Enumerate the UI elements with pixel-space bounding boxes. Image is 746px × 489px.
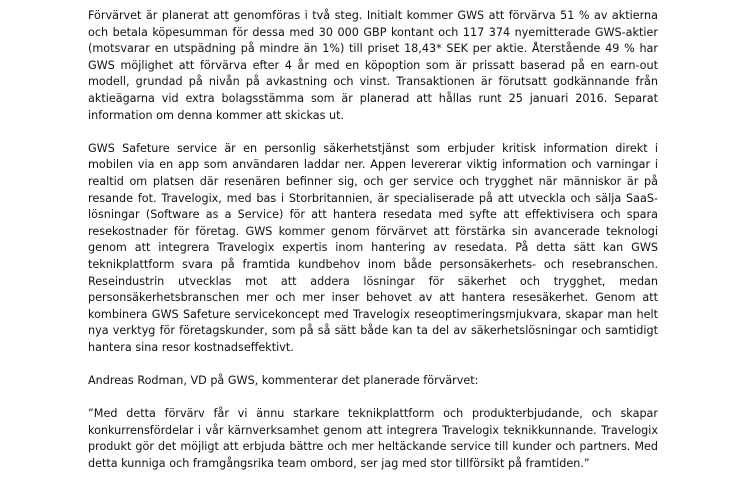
document-page <box>88 8 658 489</box>
paragraph-ceo-quote: ”Med detta förvärv får vi ännu starkare teknikplattform och produkterbjudande, och skapar konkurrensfördelar i vår kärnverksamhet genom att integrera Travelogix teknikkunnande. Travelogix produkt gör det möjligt att erbjuda bättre och mer heltäckande service till kunder och partners. Med detta kunniga och framgångsrika team ombord, ser jag med stor tillförsikt på framtiden.” <box>88 407 658 471</box>
paragraph-service-description: GWS Safeture service är en personlig säkerhetstjänst som erbjuder kritisk information direkt i mobilen via en app som användaren laddar ner. Appen levererar viktig information och varningar i realtid om platsen där resenären befinner sig, och ger service och trygghet när människor är på resande fot. Travelogix, med bas i Storbritannien, är specialiserade på att utveckla och sälja SaaS-lösningar (Software as a Service) för att hantera resedata med syfte att effektivisera och spara resekostnader för företag. GWS kommer genom förvärvet att förstärka sin avancerade teknologi genom att integrera Travelogix expertis inom hantering av resedata. På detta sätt kan GWS teknikplattform svara på framtida kundbehov inom både personsäkerhets- och resebranschen. Reseindustrin utvecklas mot att addera lösningar för säkerhet och trygghet, medan personsäkerhetsbranschen mer och mer inser behovet av att hantera resesäkerhet. Genom att kombinera GWS Safeture servicekoncept med Travelogix reseoptimeringsmjukvara, skapar man helt nya verktyg för företagskunder, som på så sätt både kan ta del av säkerhetslösningar och samtidigt hantera sina resor kostnadseffektivt. <box>88 141 658 354</box>
paragraph-ceo-intro: Andreas Rodman, VD på GWS, kommenterar det planerade förvärvet: <box>88 374 479 388</box>
paragraph-acquisition-terms: Förvärvet är planerat att genomföras i två steg. Initialt kommer GWS att förvärva 51 % av aktierna och betala köpesumman för dessa med 30 000 GBP kontant och 117 374 nyemitterade GWS-aktier (motsvarar en utspädning på mindre än 1%) till priset 18,43* SEK per aktie. Återstående 49 % har GWS möjlighet att förvärva efter 4 år med en köpoption som är prissatt baserad på en earn-out modell, grundad på nivån på avkastning och vinst. Transaktionen är förutsatt godkännande från aktieägarna vid extra bolagsstämma som är planerad att hållas runt 25 januari 2016. Separat information om denna kommer att skickas ut. <box>88 9 658 122</box>
